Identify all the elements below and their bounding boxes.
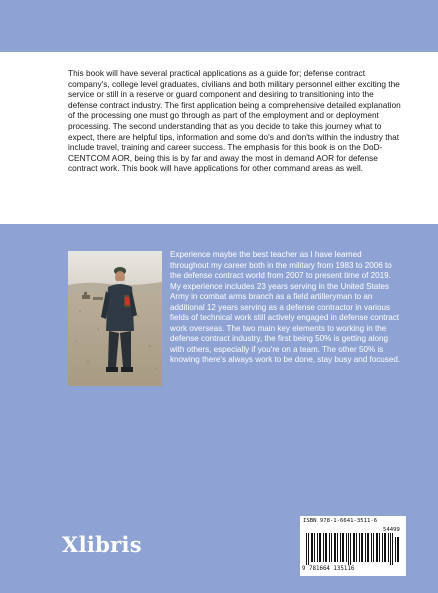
isbn-text: ISBN 978-1-6641-3511-6 — [303, 518, 378, 524]
barcode-number: 9 781664 135116 — [302, 566, 355, 572]
price-code: 54499 — [383, 527, 400, 533]
top-color-band — [0, 0, 438, 52]
author-photo-icon — [68, 251, 162, 386]
author-bio: Experience maybe the best teacher as I have learned throughout my career both in the military from 1983 to 2006 to the defense contract world from 2007 to present time of 2019. My experience includes 23 years serving in the United States Army in combat arms branch as a field artilleryman to an additional 12 years serving as a defense contractor in various fields of technical work still actively engaged in defense contract work overseas. The two main key elements to working in the defense contract industry, the first being 50% is getting along with others, especially if you're on a team. The other 50% is knowing there's always work to be done, stay busy and focused. — [170, 250, 401, 364]
barcode-box — [300, 516, 406, 576]
author-photo — [68, 251, 162, 386]
barcode-icon — [304, 533, 402, 565]
publisher-logo: Xlibris — [62, 532, 142, 557]
book-blurb: This book will have several practical applications as a guide for; defense contract company's, college level graduates, civilians and both military personnel either exciting the service or still in a reserve or guard component and desiring to transitioning into the defense contract industry. The first application being a comprehensive detailed explanation of the processing one must go through as part of the employment and or deployment processing. The second understanding that as you decide to take this journey what to expect, there are helpful tips, information and some do's and don'ts within the industry that include travel, training and career success. The emphasis for this book is on the DoD-CENTCOM AOR, being this is by far and away the most in demand AOR for defense contract work. This book will have applications for other command areas as well. — [68, 68, 401, 174]
